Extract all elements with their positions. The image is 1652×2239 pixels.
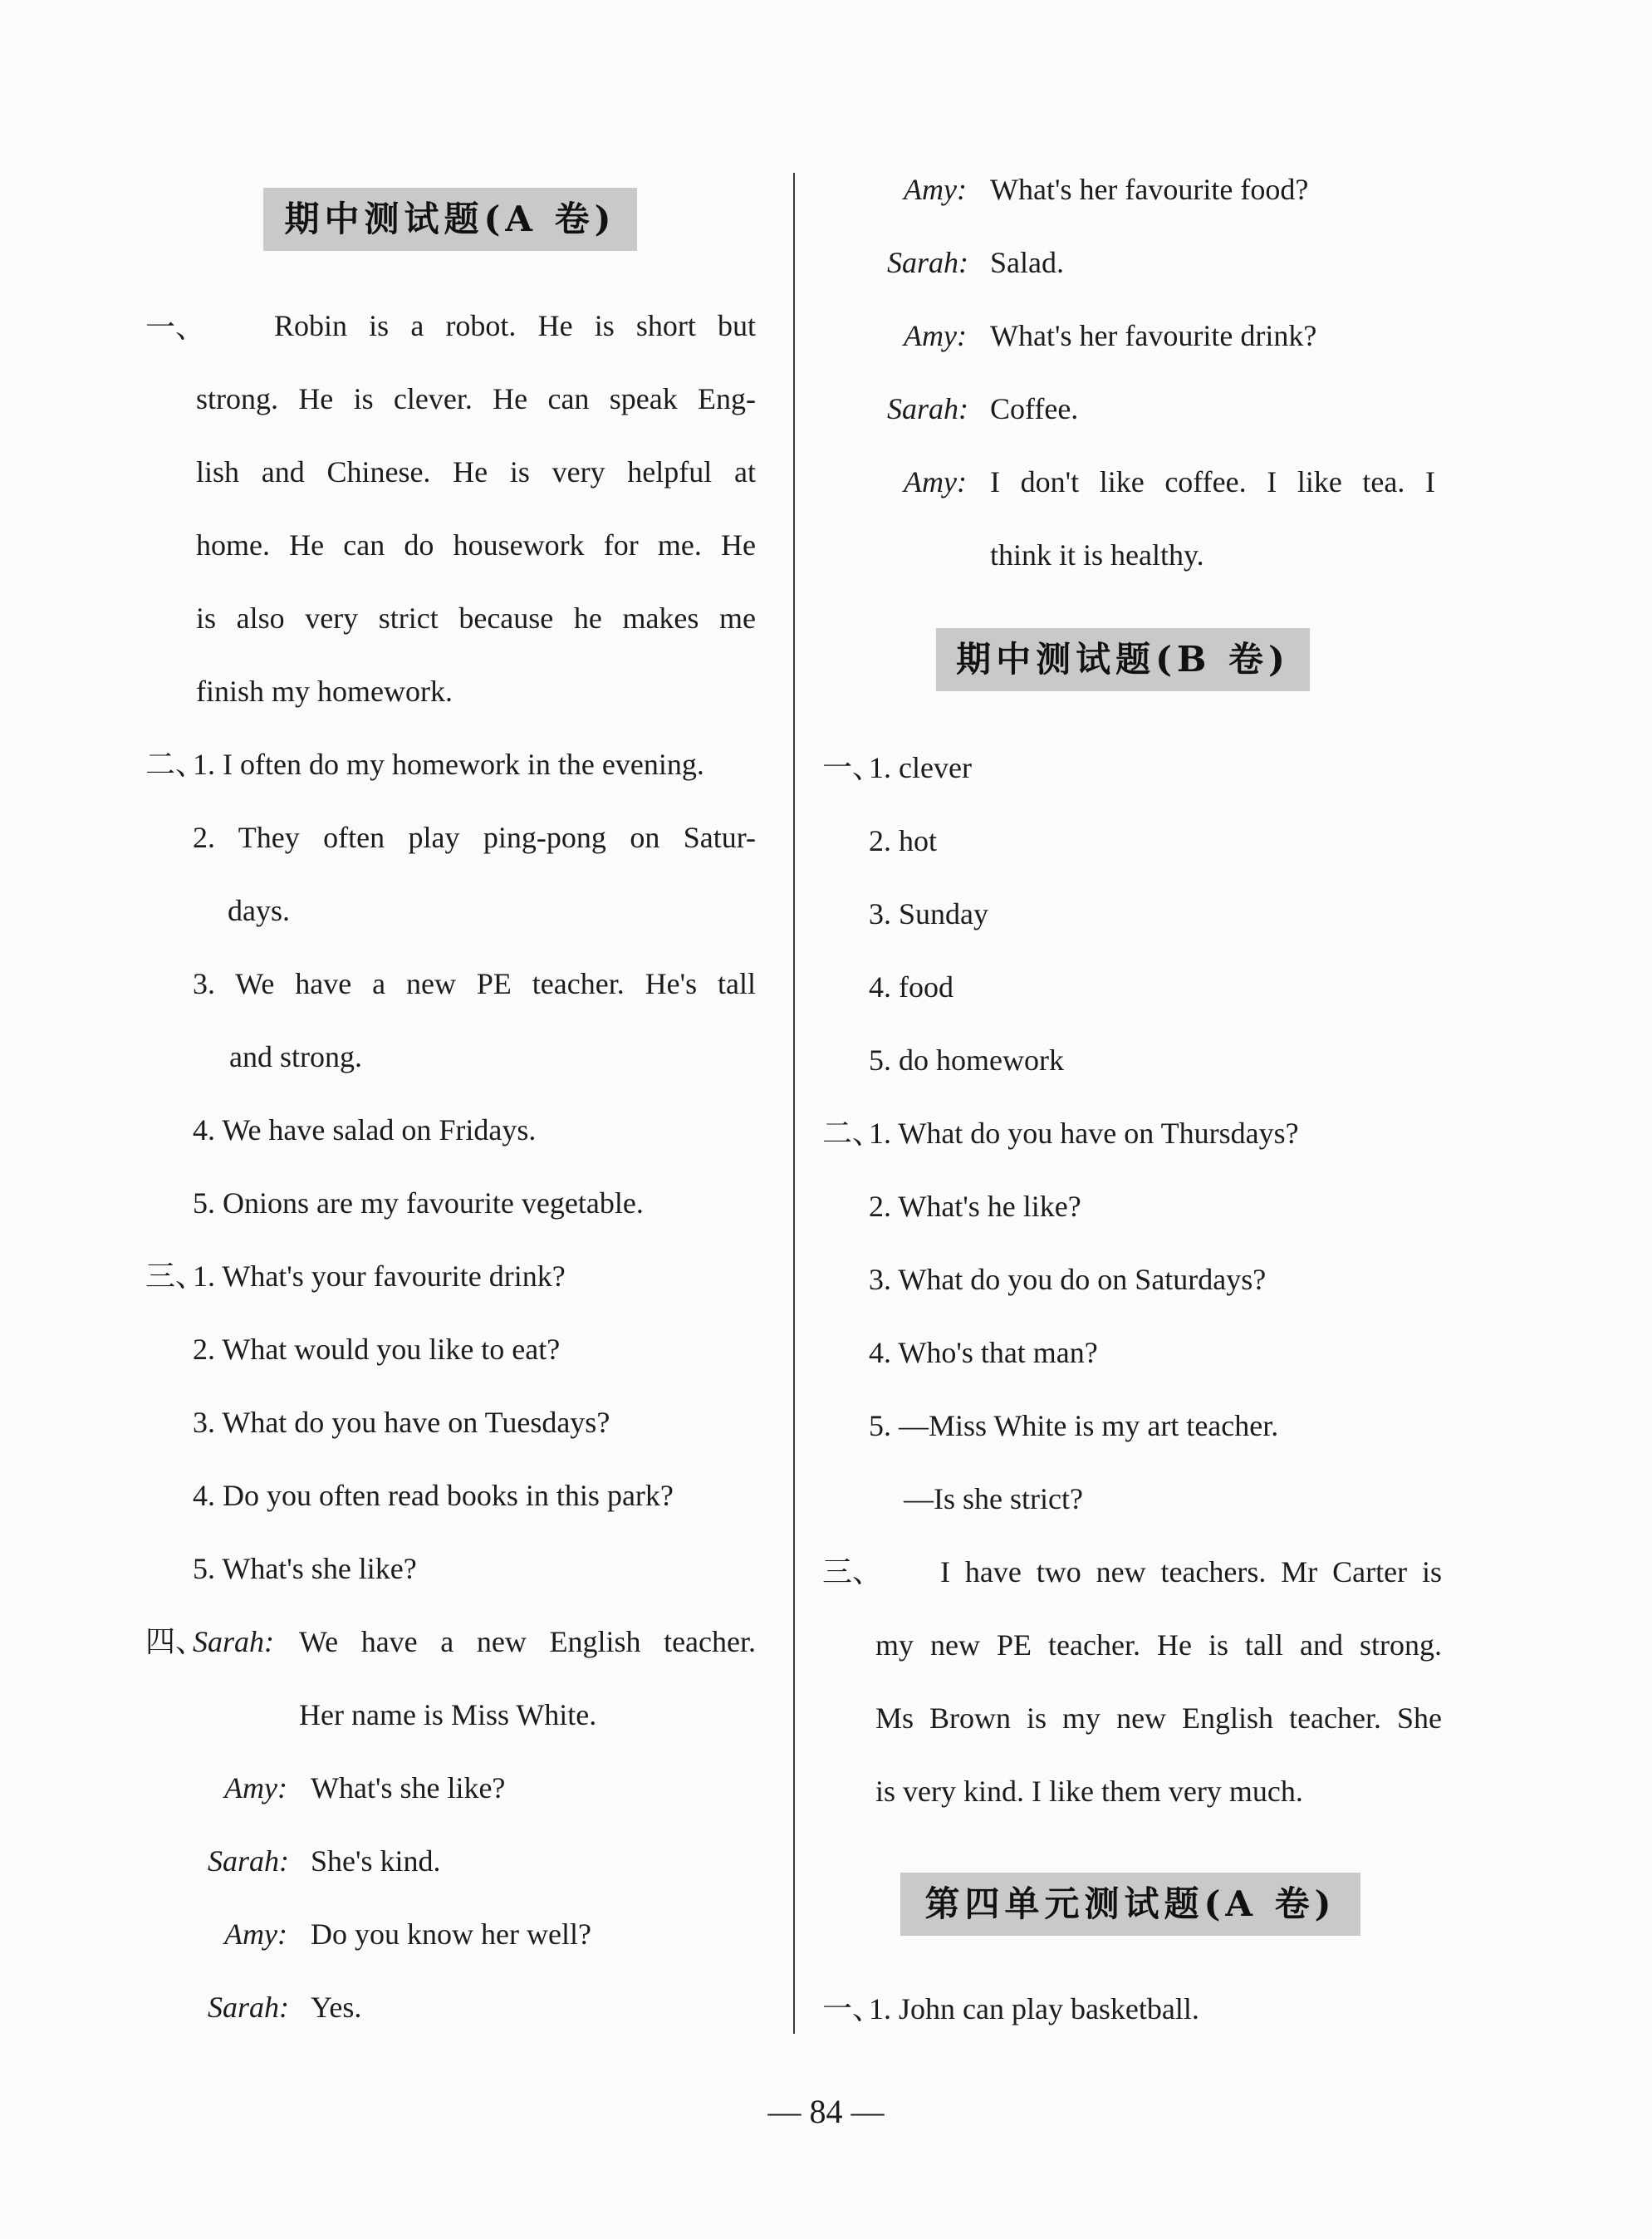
list-item: 2. hot xyxy=(869,824,938,857)
paragraph-line: lish and Chinese. He is very helpful at xyxy=(196,455,756,489)
dialog-speaker: Sarah: xyxy=(887,392,969,425)
part-marker-1: 一、 xyxy=(822,1992,883,2025)
list-item: days. xyxy=(228,894,290,927)
part-marker-3: 三、 xyxy=(145,1259,206,1293)
part-marker-3: 三、 xyxy=(822,1555,883,1588)
dialog-speaker: Amy: xyxy=(904,173,967,206)
section-header-midterm-a: 期中测试题(A 卷) xyxy=(263,188,637,251)
paragraph-line: my new PE teacher. He is tall and strong. xyxy=(875,1628,1442,1662)
part-marker-4: 四、 xyxy=(145,1625,206,1658)
list-item: 3. What do you have on Tuesdays? xyxy=(193,1406,610,1439)
dialog-speaker: Amy: xyxy=(904,465,967,498)
dialog-speaker: Amy: xyxy=(224,1771,287,1804)
paragraph-line: home. He can do housework for me. He xyxy=(196,528,756,562)
section-header-unit4-a: 第四单元测试题(A 卷) xyxy=(900,1873,1360,1936)
dialog-text: What's she like? xyxy=(311,1771,506,1804)
list-item: and strong. xyxy=(229,1040,362,1073)
dialog-text: Yes. xyxy=(311,1991,362,2024)
paragraph-line: Robin is a robot. He is short but xyxy=(274,309,756,342)
dialog-text: Salad. xyxy=(990,246,1064,279)
dialog-text: Coffee. xyxy=(990,392,1079,425)
dialog-speaker: Amy: xyxy=(904,319,967,352)
part-marker-2: 二、 xyxy=(822,1117,883,1150)
dialog-text: Her name is Miss White. xyxy=(299,1698,597,1731)
dialog-text: Do you know her well? xyxy=(311,1917,591,1951)
list-item: 1. I often do my homework in the evening. xyxy=(193,748,704,781)
dialog-text: What's her favourite drink? xyxy=(990,319,1317,352)
list-item: 1. What do you have on Thursdays? xyxy=(869,1117,1299,1150)
dialog-speaker: Sarah: xyxy=(208,1844,290,1878)
list-item: 5. —Miss White is my art teacher. xyxy=(869,1409,1279,1442)
list-item: 4. Do you often read books in this park? xyxy=(193,1479,674,1512)
dialog-speaker: Amy: xyxy=(224,1917,287,1951)
list-item: 2. They often play ping-pong on Satur- xyxy=(193,821,756,854)
list-item: 4. food xyxy=(869,970,953,1004)
list-item: 1. John can play basketball. xyxy=(869,1992,1199,2025)
paragraph-line: finish my homework. xyxy=(196,675,453,708)
paragraph-line: I have two new teachers. Mr Carter is xyxy=(940,1555,1442,1588)
list-item: 5. do homework xyxy=(869,1043,1064,1077)
part-marker-1: 一、 xyxy=(145,311,206,344)
dialog-text: think it is healthy. xyxy=(990,538,1204,572)
part-marker-1: 一、 xyxy=(822,751,883,784)
section-header-midterm-b: 期中测试题(B 卷) xyxy=(936,628,1310,691)
dialog-text: She's kind. xyxy=(311,1844,441,1878)
part-marker-2: 二、 xyxy=(145,748,206,781)
list-item: 5. Onions are my favourite vegetable. xyxy=(193,1186,644,1220)
dialog-text: I don't like coffee. I like tea. I xyxy=(990,465,1435,498)
list-item: 2. What's he like? xyxy=(869,1190,1081,1223)
dialog-speaker: Sarah: xyxy=(887,246,969,279)
list-item: 1. clever xyxy=(869,751,972,784)
list-item: —Is she strict? xyxy=(904,1482,1083,1515)
list-item: 1. What's your favourite drink? xyxy=(193,1259,566,1293)
list-item: 3. Sunday xyxy=(869,897,988,930)
paragraph-line: strong. He is clever. He can speak Eng- xyxy=(196,382,756,415)
dialog-speaker: Sarah: xyxy=(208,1991,290,2024)
dialog-text: What's her favourite food? xyxy=(990,173,1309,206)
dialog-text: We have a new English teacher. xyxy=(299,1625,756,1658)
dialog-speaker: Sarah: xyxy=(193,1625,275,1658)
paragraph-line: is very kind. I like them very much. xyxy=(875,1775,1303,1808)
list-item: 5. What's she like? xyxy=(193,1552,417,1585)
list-item: 3. What do you do on Saturdays? xyxy=(869,1263,1267,1296)
list-item: 2. What would you like to eat? xyxy=(193,1333,561,1366)
list-item: 4. We have salad on Fridays. xyxy=(193,1113,537,1147)
list-item: 4. Who's that man? xyxy=(869,1336,1098,1369)
list-item: 3. We have a new PE teacher. He's tall xyxy=(193,967,756,1000)
paragraph-line: is also very strict because he makes me xyxy=(196,601,756,635)
column-divider xyxy=(793,173,795,2034)
paragraph-line: Ms Brown is my new English teacher. She xyxy=(875,1701,1442,1735)
page-number: — 84 — xyxy=(767,2093,885,2130)
